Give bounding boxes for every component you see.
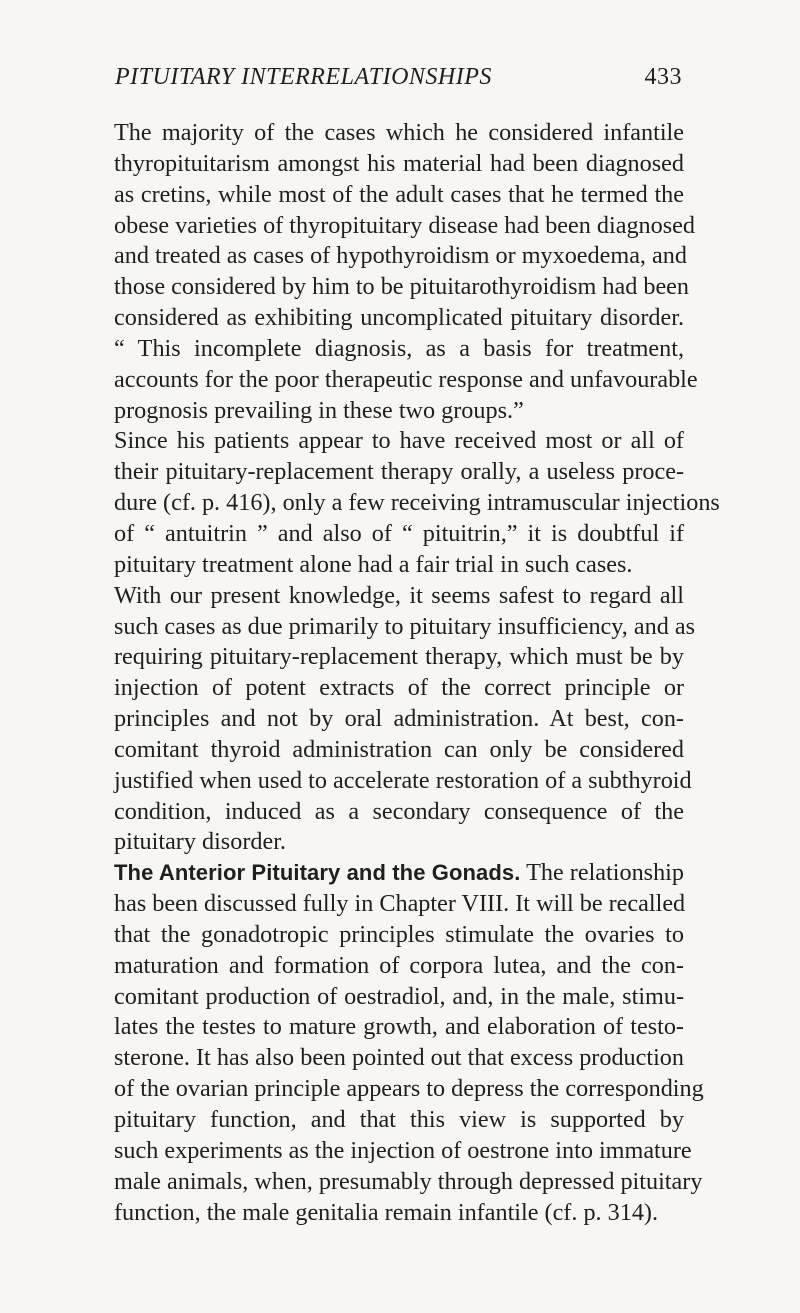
line-text: and treated as cases of hypothyroidism or myxoedema, and <box>114 242 687 270</box>
line-text: comitant thyroid administration can only be considered <box>114 735 684 763</box>
text-line <box>114 735 684 766</box>
text-line <box>114 1012 684 1043</box>
text-line <box>114 303 684 334</box>
text-line <box>114 180 684 211</box>
text-line <box>114 488 720 519</box>
text-line <box>114 642 684 673</box>
line-text: accounts for the poor therapeutic response and unfavourable <box>114 365 698 393</box>
line-text: such experiments as the injection of oestrone into immature <box>114 1136 692 1164</box>
line-text: dure (cf. p. 416), only a few receiving intramuscular injections <box>114 489 720 517</box>
line-text: as cretins, while most of the adult cases that he termed the <box>114 180 684 208</box>
text-line <box>114 1136 692 1167</box>
line-text: male animals, when, presumably through depressed pituitary <box>114 1167 703 1195</box>
line-text: lates the testes to mature growth, and elaboration of testo- <box>114 1013 684 1041</box>
text-line <box>114 396 684 427</box>
text-line <box>114 1105 684 1136</box>
text-line <box>114 673 684 704</box>
text-line <box>114 581 684 612</box>
running-head <box>115 64 682 104</box>
line-text: maturation and formation of corpora lutea, and the con- <box>114 951 684 979</box>
text-line <box>114 365 698 396</box>
text-line <box>114 889 684 920</box>
line-text: injection of potent extracts of the correct principle or <box>114 674 684 702</box>
line-text: requiring pituitary-replacement therapy, which must be by <box>114 643 684 671</box>
line-text: considered as exhibiting uncomplicated pituitary disorder. <box>114 304 684 332</box>
text-line <box>114 118 684 149</box>
line-text: obese varieties of thyropituitary disease had been diagnosed <box>114 211 695 239</box>
text-line <box>114 241 687 272</box>
line-text: function, the male genitalia remain infantile (cf. p. 314). <box>114 1198 659 1226</box>
text-line <box>114 149 684 180</box>
text-line <box>114 519 684 550</box>
line-text: thyropituitarism amongst his material had been diagnosed <box>114 149 684 177</box>
text-line <box>114 550 684 581</box>
line-text: The majority of the cases which he considered infantile <box>114 119 684 146</box>
line-text: With our present knowledge, it seems safest to regard all <box>114 581 684 609</box>
text-line <box>114 334 684 365</box>
text-line <box>114 1198 684 1229</box>
text-line <box>114 1043 684 1074</box>
line-text: condition, induced as a secondary consequence of the <box>114 797 684 825</box>
text-line <box>114 920 684 951</box>
text-line <box>114 457 684 488</box>
text-line <box>114 982 684 1013</box>
line-text: of the ovarian principle appears to depress the corresponding <box>114 1075 704 1103</box>
text-line <box>114 1074 704 1105</box>
line-text: justified when used to accelerate restoration of a subthyroid <box>114 766 692 794</box>
text-line <box>114 704 684 735</box>
line-text: that the gonadotropic principles stimulate the ovaries to <box>114 920 684 948</box>
line-text: pituitary function, and that this view is supported by <box>114 1106 684 1133</box>
text-line <box>114 827 684 858</box>
line-text: prognosis prevailing in these two groups.” <box>114 396 524 424</box>
text-line <box>114 426 684 457</box>
line-text: comitant production of oestradiol, and, in the male, stimu- <box>114 982 684 1010</box>
line-text: of “ antuitrin ” and also of “ pituitrin,” it is doubtful if <box>114 519 684 547</box>
line-text: Since his patients appear to have received most or all of <box>114 427 684 455</box>
text-line <box>114 766 692 797</box>
line-text: pituitary treatment alone had a fair trial in such cases. <box>114 550 633 578</box>
section-heading: The Anterior Pituitary and the Gonads. <box>114 860 521 886</box>
line-text: their pituitary-replacement therapy orally, a useless proce- <box>114 458 684 486</box>
text-line <box>114 858 684 889</box>
text-line <box>114 211 695 242</box>
page-number: 433 <box>644 64 682 90</box>
line-text: The relationship <box>520 859 684 887</box>
text-line <box>114 951 684 982</box>
text-line <box>114 1167 703 1198</box>
text-line <box>114 272 690 303</box>
body-text <box>114 118 720 1228</box>
line-text: such cases as due primarily to pituitary insufficiency, and as <box>114 612 696 640</box>
line-text: has been discussed fully in Chapter VIII. It will be recalled <box>114 890 686 918</box>
text-line <box>114 612 696 643</box>
text-line <box>114 797 684 828</box>
line-text: pituitary disorder. <box>114 828 286 856</box>
line-text: those considered by him to be pituitarothyroidism had been <box>114 273 690 301</box>
line-text: “ This incomplete diagnosis, as a basis for treatment, <box>114 334 684 362</box>
line-text: principles and not by oral administration. At best, con- <box>114 705 684 733</box>
running-title: PITUITARY INTERRELATIONSHIPS <box>115 64 492 90</box>
line-text: sterone. It has also been pointed out that excess production <box>114 1044 684 1072</box>
